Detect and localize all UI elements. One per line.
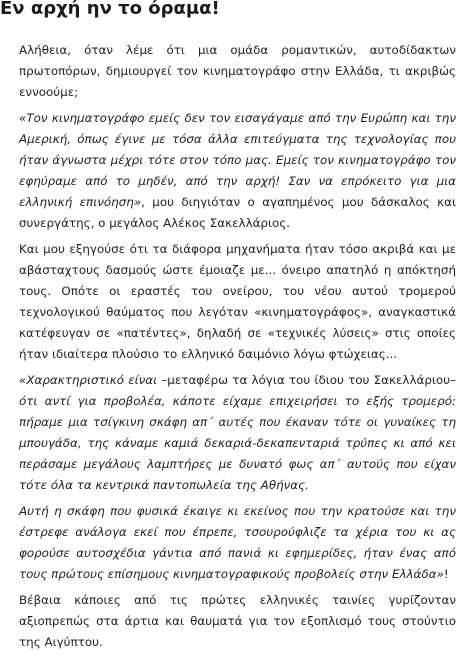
paragraph-conclusion-text: Βέβαια κάποιες από τις πρώτες ελληνικές ταινίες γυρίζονταν αξιοπρεπώς στα άρτια και θαυματά για τον εξοπλισμό τους στούντιο της Αιγύπτου. [19, 593, 456, 649]
paragraph-quote-sakellarios [19, 108, 456, 234]
paragraph-explanation [19, 239, 456, 365]
paragraph-explanation-text: Και μου εξηγούσε ότι τα διάφορα μηχανήματα ήταν τόσο ακριβά και με αβάσταχτους δασμούς ώστε έμοιαζε με... όνειρο απατηλό η απόκτησή τους. Οπότε οι εραστές του ονείρου, του νέου αυτού τρομερού τεχνολογικού θαύματος που λεγόταν «κινηματογράφος», αναγκαστικά κατέφευγαν σε «πατέντες», δηλαδή σε «τεχνικές λύσεις» στις οποίες ήταν ιδιαίτερα πλούσιο το ελληνικό δαιμόνιο λόγω φτώχειας... [19, 242, 456, 361]
quote-projector-aside: –μεταφέρω τα λόγια του ίδιου του Σακελλάριου– [157, 373, 456, 387]
quote-projector-start: «Χαρακτηριστικό είναι [19, 373, 158, 387]
page-title: Εν αρχή ην το όραμα! [0, 0, 220, 19]
paragraph-quote-washtub [19, 501, 456, 585]
paragraph-intro [19, 40, 456, 103]
quote-projector-body: ότι αντί για προβολέα, κάποτε είχαμε επιχειρήσει το εξής τρομερό: πήραμε μια τσίγκινη σκάφη απ΄ αυτές που έκαναν τότε οι γυναίκες τη μπουγάδα, της κάναμε καμιά δεκαριά-δεκαπενταριά τρύπες κι από κει περάσαμε μεγάλους λαμπτήρες με δυνατό φως απ΄ αυτούς που είχαν τότε όλα τα κεντρικά παντοπωλεία της Αθήνας. [19, 394, 456, 492]
quote-attribution: , μου διηγιόταν ο αγαπημένος μου δάσκαλος και συνεργάτης, ο μεγάλος Αλέκος Σακελλάριος. [19, 195, 456, 230]
body-text [19, 40, 456, 658]
paragraph-intro-text: Αλήθεια, όταν λέμε ότι μια ομάδα ρομαντικών, αυτοδίδακτων πρωτοπόρων, δημιουργεί τον κινηματογράφο στην Ελλάδα, τι ακριβώς εννοούμε; [19, 43, 456, 99]
paragraph-conclusion [19, 590, 456, 653]
paragraph-quote-projector [19, 370, 456, 496]
quote-washtub-text: Αυτή η σκάφη που φυσικά έκαιγε κι εκείνος που την κρατούσε και την έστρεφε ανάλογα εκεί που έπρεπε, τσουρούφλιζε τα χέρια του κι ας φορούσε αυτοσχέδια γάντια από πανιά κι εφημερίδες, ήταν ένας από τους πρώτους επίσημους κινηματογραφικούς προβολείς στην Ελλάδα» [19, 504, 456, 581]
quote-washtub-end: ! [443, 567, 449, 581]
quote-text: «Τον κινηματογράφο εμείς δεν τον εισαγάγαμε από την Ευρώπη και την Αμερική, όπως έγινε με τόσα άλλα επιτεύγματα της τεχνολογίας που ήταν άγνωστα μέχρι τότε στον τόπο μας. Εμείς τον κινηματογράφο τον εφηύραμε από το μηδέν, από την αρχή! Σαν να επρόκειτο για μια ελληνική επινόηση» [19, 111, 456, 209]
